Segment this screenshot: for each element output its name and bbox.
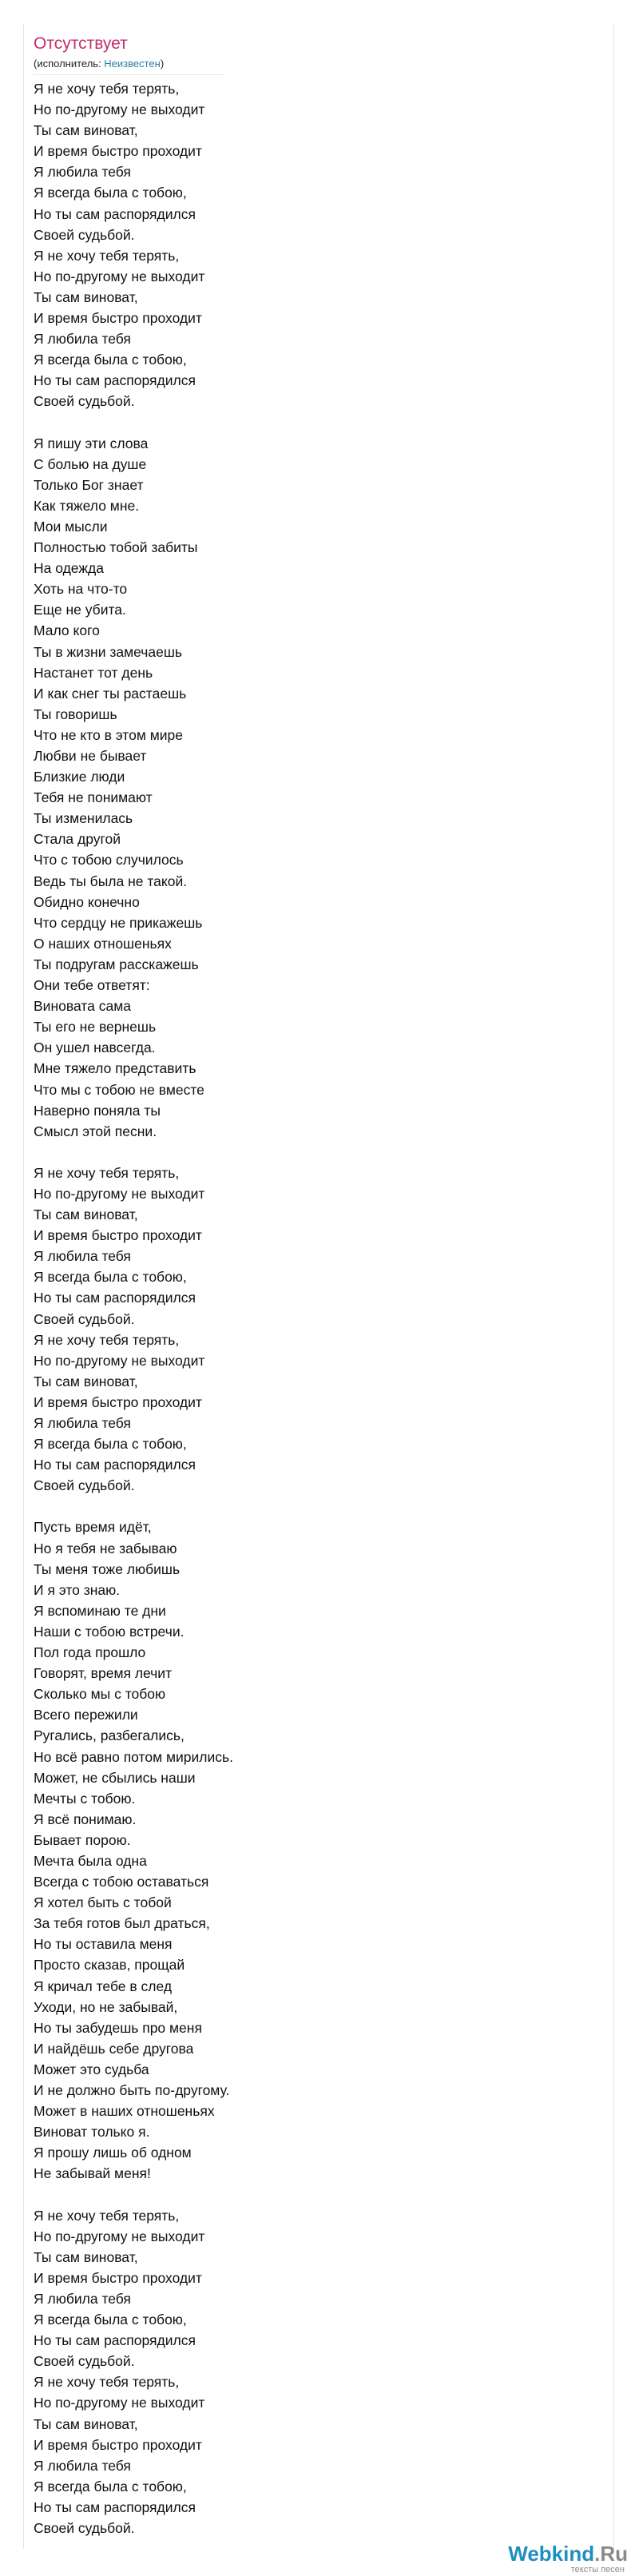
song-meta [34,57,604,71]
lyric-line: Пол года прошло [34,1644,146,1661]
lyric-line: Наверно поняла ты [34,1102,161,1119]
stanza-gap [34,412,604,433]
lyric-line: Я всегда была с тобою, [34,352,187,368]
lyric-line: Своей судьбой. [34,393,135,410]
stanza-gap [34,2184,604,2204]
meta-suffix: ) [160,58,165,70]
lyric-line: Своей судьбой. [34,1477,135,1494]
lyric-line: Я не хочу тебя терять, [34,81,180,97]
lyric-line: Но ты забудешь про меня [34,2019,202,2036]
lyric-line: И время быстро проходит [34,2269,202,2286]
lyric-line: Но по-другому не выходит [34,1185,205,1202]
lyric-line: Но ты оставила меня [34,1936,173,1953]
lyric-line: Своей судьбой. [34,2353,135,2370]
lyric-line: Мечты с тобою. [34,1790,136,1807]
lyric-line: Просто сказав, прощай [34,1957,185,1974]
lyric-line: И время быстро проходит [34,143,202,160]
lyric-line: И время быстро проходит [34,2436,202,2453]
lyric-line: Но я тебя не забываю [34,1540,177,1556]
lyric-line: Он ушел навсегда. [34,1040,156,1056]
lyric-line: Настанет тот день [34,664,153,681]
lyric-line: Но ты сам распорядился [34,1457,196,1473]
lyric-line: Не забывай меня! [34,2165,151,2182]
lyric-line: Но по-другому не выходит [34,101,205,118]
lyric-line: Я всегда была с тобою, [34,2478,187,2495]
lyric-line: Ты в жизни замечаешь [34,643,183,660]
lyric-line: Ты подругам расскажешь [34,956,199,972]
logo-tagline: тексты песен [570,2565,625,2574]
lyric-line: Мне тяжело представить [34,1060,196,1077]
lyric-line: Говорят, время лечит [34,1665,173,1682]
lyric-line: Я прошу лишь об одном [34,2145,192,2161]
lyric-line: Может, не сбылись наши [34,1769,196,1786]
lyric-line: Я хотел быть с тобой [34,1894,172,1911]
lyric-line: Я всё понимаю. [34,1811,137,1827]
lyric-line: Полностью тобой забиты [34,539,198,556]
lyric-line: Они тебе ответят: [34,977,150,994]
lyrics-text [34,78,604,2538]
lyric-line: Тебя не понимают [34,789,153,806]
lyric-line: Но ты сам распорядился [34,205,196,222]
lyric-line: С болью на душе [34,455,147,472]
lyric-line: Ты его не вернешь [34,1019,157,1036]
lyric-line: Но по-другому не выходит [34,268,205,284]
lyric-line: Что с тобою случилось [34,852,184,869]
lyric-line: И время быстро проходит [34,1227,202,1244]
lyric-line: Сколько мы с тобою [34,1686,166,1703]
artist-name: Неизвестен [104,58,161,70]
lyric-line: И не должно быть по-другому. [34,2082,230,2098]
lyric-line: Ты сам виноват, [34,122,138,139]
lyric-line: Я любила тебя [34,164,131,181]
logo-suffix: .Ru [594,2542,628,2566]
stanza-gap [34,1142,604,1163]
lyric-line: И время быстро проходит [34,310,202,327]
lyric-line: Что мы с тобою не вместе [34,1081,204,1098]
lyric-line: Но ты сам распорядился [34,372,196,389]
lyric-line: Своей судьбой. [34,226,135,243]
lyric-line: Что не кто в этом мире [34,726,184,743]
meta-prefix: (исполнитель: [34,58,105,70]
stanza-gap [34,1496,604,1517]
lyric-line: Мечта была одна [34,1852,147,1869]
lyric-line: Близкие люди [34,769,125,785]
lyric-line: Но по-другому не выходит [34,1352,205,1369]
lyric-line: Я любила тебя [34,2290,131,2307]
lyric-line: За тебя готов был драться, [34,1915,210,1932]
lyric-line: Ты меня тоже любишь [34,1560,181,1577]
lyric-line: Может в наших отношеньях [34,2103,215,2120]
lyric-line: Я всегда была с тобою, [34,185,187,201]
site-logo[interactable] [508,2542,628,2574]
title-divider [34,74,225,75]
lyric-line: Я пишу эти слова [34,435,149,451]
lyric-line: Я любила тебя [34,1248,131,1265]
lyric-line: И как снег ты растаешь [34,685,187,702]
lyric-line: Ты сам виноват, [34,1207,138,1223]
lyric-line: Хоть на что-то [34,581,128,598]
lyric-line: Пусть время идёт, [34,1519,152,1536]
lyric-line: Но по-другому не выходит [34,2395,205,2411]
lyric-line: Виноват только я. [34,2124,150,2141]
lyric-line: Но по-другому не выходит [34,2228,205,2244]
lyric-line: И время быстро проходит [34,1393,202,1410]
lyric-line: И найдёшь себе другова [34,2040,194,2057]
lyric-line: Я не хочу тебя терять, [34,1331,180,1348]
lyric-line: Я кричал тебе в след [34,1978,173,1994]
lyric-line: Что сердцу не прикажешь [34,914,203,931]
lyric-line: Всегда с тобою оставаться [34,1874,209,1890]
lyric-line: Бывает порою. [34,1831,131,1848]
lyric-line: Своей судьбой. [34,1310,135,1327]
lyric-line: Я любила тебя [34,1415,131,1431]
lyric-line: Но всё равно потом мирились. [34,1748,233,1765]
song-title: Отсутствует [34,34,128,53]
lyric-line: Уходи, но не забывай, [34,1998,178,2015]
lyric-line: Но ты сам распорядился [34,2498,196,2515]
lyric-line: Я любила тебя [34,331,131,348]
lyric-line: Я всегда была с тобою, [34,2312,187,2328]
lyric-line: На одежда [34,560,104,577]
lyric-line: Любви не бывает [34,748,147,764]
lyric-line: Ты сам виноват, [34,1373,138,1389]
lyrics-page [23,24,614,2549]
lyric-line: Я всегда была с тобою, [34,1269,187,1286]
lyric-line: Но ты сам распорядился [34,1290,196,1306]
lyric-line: Ты сам виноват, [34,2248,138,2265]
lyric-line: Только Бог знает [34,476,144,493]
logo-wordmark [508,2542,628,2565]
lyric-line: Виновата сама [34,998,131,1015]
lyric-line: Смысл этой песни. [34,1123,157,1139]
lyric-line: Стала другой [34,831,121,848]
lyric-line: И я это знаю. [34,1581,121,1598]
lyric-line: О наших отношеньях [34,935,172,952]
lyric-line: Ругались, разбегались, [34,1727,185,1744]
lyric-line: Я любила тебя [34,2457,131,2474]
lyric-line: Я всегда была с тобою, [34,1436,187,1453]
lyric-line: Всего пережили [34,1707,138,1723]
lyric-line: Как тяжело мне. [34,497,140,514]
lyric-line: Мало кого [34,622,100,639]
lyric-line: Обидно конечно [34,893,140,910]
lyric-line: Но ты сам распорядился [34,2332,196,2349]
lyric-line: Может это судьба [34,2061,149,2077]
lyric-line: Наши с тобою встречи. [34,1623,185,1640]
logo-name: Webkind [508,2542,595,2566]
lyric-line: Ты изменилась [34,810,133,827]
lyric-line: Я не хочу тебя терять, [34,2207,180,2224]
lyric-line: Еще не убита. [34,602,126,618]
lyric-line: Я не хочу тебя терять, [34,2374,180,2391]
lyric-line: Ты сам виноват, [34,2415,138,2432]
lyric-line: Мои мысли [34,518,108,535]
lyric-line: Я вспоминаю те дни [34,1602,166,1619]
lyric-line: Своей судьбой. [34,2519,135,2536]
lyric-line: Я не хочу тебя терять, [34,247,180,264]
lyrics-content [34,34,604,2538]
lyric-line: Ты говоришь [34,706,117,722]
lyric-line: Ты сам виноват, [34,288,138,305]
lyric-line: Ведь ты была не такой. [34,873,188,889]
lyric-line: Я не хочу тебя терять, [34,1164,180,1181]
